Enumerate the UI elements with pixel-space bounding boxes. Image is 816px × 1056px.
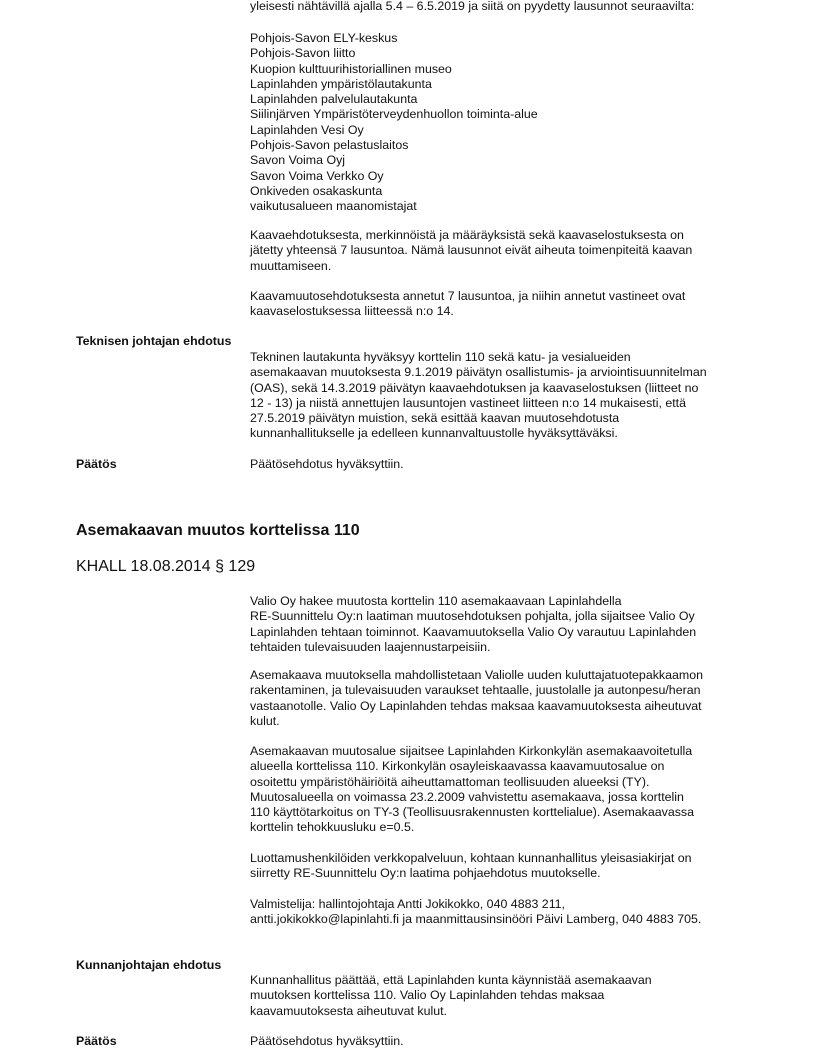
municipal-manager-proposal-label: Kunnanjohtajan ehdotus bbox=[76, 958, 222, 972]
change-paragraph: Kaavamuutosehdotuksesta annetut 7 lausuntoa, ja niihin annetut vastineet ovat kaavaselostuksessa liitteessä n:o 14. bbox=[250, 289, 686, 319]
list-item: vaikutusalueen maanomistajat bbox=[250, 199, 417, 214]
list-item: Pohjois-Savon liitto bbox=[250, 46, 356, 61]
statements-paragraph: Kaavaehdotuksesta, merkinnöistä ja määräyksistä sekä kaavaselostuksesta on jätetty yhteensä 7 lausuntoa. Nämä lausunnot eivät aiheuta toimenpiteitä kaavan muuttamiseen. bbox=[250, 228, 693, 273]
section-title: Asemakaavan muutos korttelissa 110 bbox=[76, 522, 360, 539]
list-item: Onkiveden osakaskunta bbox=[250, 183, 383, 198]
decision-label: Päätös bbox=[76, 457, 117, 471]
section-reference: KHALL 18.08.2014 § 129 bbox=[76, 558, 256, 575]
technical-director-proposal-label: Teknisen johtajan ehdotus bbox=[76, 334, 232, 348]
section-decision-label: Päätös bbox=[76, 1034, 117, 1048]
section-paragraph-1: Valio Oy hakee muutosta korttelin 110 asemakaavaan Lapinlahdella RE-Suunnittelu Oy:n laatiman muutosehdotuksen pohjalta, jolla sijaitsee Valio Oy Lapinlahden tehtaan toiminnot. Kaavamuutoksella Valio Oy varautuu Lapinlahden tehtaiden tulevaisuuden laajennustarpeisiin. bbox=[250, 594, 697, 654]
list-item: Lapinlahden Vesi Oy bbox=[250, 122, 364, 137]
decision-text: Päätösehdotus hyväksyttiin. bbox=[250, 457, 404, 471]
list-item: Siilinjärven Ympäristöterveydenhuollon toiminta-alue bbox=[250, 107, 538, 122]
list-item: Kuopion kulttuurihistoriallinen museo bbox=[250, 61, 452, 76]
section-paragraph-3: Asemakaavan muutosalue sijaitsee Lapinlahden Kirkonkylän asemakaavoitetulla alueella korttelissa 110. Kirkonkylän osayleiskaavassa kaavamuutosalue on osoitettu ympäristöhäiriöitä aiheuttamattoman teollisuuden alueeksi (TY). Muutosalueella on voimassa 23.2.2009 vahvistettu asemakaava, jossa korttelin 110 käyttötarkoitus on TY-3 (Teollisuusrakennusten korttelialue). Asemakaavassa korttelin tehokkuusluku e=0.5. bbox=[250, 744, 695, 835]
intro-line: yleisesti nähtävillä ajalla 5.4 – 6.5.2019 ja siitä on pyydetty lausunnot seuraavilta: bbox=[250, 0, 695, 13]
section-paragraph-2: Asemakaava muutoksella mahdollistetaan Valiolle uuden kuluttajatuotepakkaamon rakentaminen, ja tulevaisuuden varaukset tehtaalle, juustolalle ja autonpesu/heran vastaanotolle. Valio Oy Lapinlahden tehdas maksaa kaavamuutoksesta aiheutuvat kulut. bbox=[250, 668, 703, 728]
list-item: Pohjois-Savon ELY-keskus bbox=[250, 31, 398, 45]
municipal-manager-proposal-text: Kunnanhallitus päättää, että Lapinlahden kunta käynnistää asemakaavan muutoksen korttelissa 110. Valio Oy Lapinlahden tehdas maksaa kaavamuutoksesta aiheutuvat kulut. bbox=[250, 973, 652, 1018]
section-decision-text: Päätösehdotus hyväksyttiin. bbox=[250, 1034, 404, 1048]
section-paragraph-4: Luottamushenkilöiden verkkopalveluun, kohtaan kunnanhallitus yleisasiakirjat on siirretty RE-Suunnittelu Oy:n laatima pohjaehdotus muutokselle. bbox=[250, 851, 692, 881]
list-item: Savon Voima Oyj bbox=[250, 153, 346, 168]
list-item: Pohjois-Savon pelastuslaitos bbox=[250, 138, 409, 153]
recipient-list bbox=[250, 31, 750, 215]
list-item: Savon Voima Verkko Oy bbox=[250, 168, 384, 183]
technical-director-proposal-text: Tekninen lautakunta hyväksyy korttelin 110 sekä katu- ja vesialueiden asemakaavan muutoksesta 9.1.2019 päivätyn osallistumis- ja arviointisuunnitelman (OAS), sekä 14.3.2019 päivätyn kaavaehdotuksen ja kaavaselostuksen (liitteet no 12 - 13) ja niistä annettujen lausuntojen vastineet liitteen n:o 14 mukaisesti, että 27.5.2019 päivätyn muistion, sekä esittää kaavan muutosehdotusta kunnanhallitukselle ja edelleen kunnanvaltuustolle hyväksyttäväksi. bbox=[250, 350, 707, 441]
preparer-paragraph: Valmistelija: hallintojohtaja Antti Jokikokko, 040 4883 211, antti.jokikokko@lapinlahti.fi ja maanmittausinsinööri Päivi Lamberg, 040 4883 705. bbox=[250, 897, 702, 927]
list-item: Lapinlahden palvelulautakunta bbox=[250, 92, 418, 107]
list-item: Lapinlahden ympäristölautakunta bbox=[250, 76, 432, 91]
